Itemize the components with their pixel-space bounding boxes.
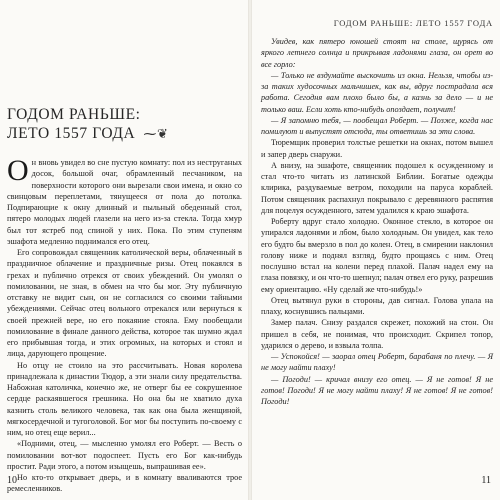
right-body-text (261, 36, 493, 407)
chapter-title (7, 105, 242, 143)
paragraph: Отец вытянул руки в стороны, дав сигнал. Голова упала на плаху, коснувшись пальцами. (261, 295, 493, 316)
drop-cap: О (7, 154, 29, 187)
paragraph: Он вновь увидел во сне пустую комнату: пол из неструганых досок, большой очаг, обрамленный песчаником, на поверхности которого они вырезали свои имена, и окно со свинцовым переплетами, тянущееся от пола до потолка. Подпирающие к окну длинный и пыльный обеденный стол, пятеро молодых людей глазели на него из-за стекла. Тогда хмур был тот ястреб под спиной у них. Пока. По этим ступеням эшафота медленно поднимался его отец. (7, 154, 242, 246)
paragraph: Замер палач. Снизу раздался скрежет, похожий на стон. Он пришел в себя, не понимая, что происходит. Скрипел топор, ударился о дерево, и взвыла толпа. (261, 318, 493, 350)
paragraph: «Подними, отец, — мысленно умолял его Роберт. — Весть о помиловании вот-вот подоспеет. Пусть его Бог как-нибудь простит. Ради этого, а потом изыщешь, выпрашивая ее». (7, 439, 242, 471)
flourish-ornament-icon: ⁓❦ (143, 126, 169, 141)
paragraph: Тюремщик проверил толстые решетки на окнах, потом вышел и запер дверь снаружи. (261, 138, 493, 159)
left-page (0, 0, 248, 500)
running-head: ГОДОМ РАНЬШЕ: ЛЕТО 1557 ГОДА (333, 18, 493, 28)
paragraph: Его сопровождал священник католической веры, облаченный в праздничное облачение и праздничные ризы. Отец покаялся в грехах и публично отрекся от своих убеждений. Он умолял о помиловании, не зная, в обмен на что бы мог. Эту публичную отставку не видит сын, он не согласился со своими тайными убеждениями. Сейчас отец вольного отрекался или вернуться к своей прежней вере, но его покаяние стояла. Ему пообещали помилование в финале данного действа, которое так шумно ждал его прибывшая тогда, и этих огромных, на которых и стоял и лица, дарующего прощение. (7, 248, 242, 359)
page-number-left: 10 (7, 475, 17, 486)
paragraph: Роберту вдруг стало холодно. Оконное стекло, в которое он упирался ладонями и лбом, было холодным. Он увидел, как тело его будто бы вмерзло в пол до колен. Отец, в смирении наклонил голову ниже и поднял взгляд, будто прощаясь с ним. Отец послушно встал на колени перед плахой. Палач надел ему на глаза повязку, и он что-то шепнул; палач отвел его руку, разрешив ему ориентацию. «Ну сделай же что-нибудь!» (261, 217, 493, 294)
paragraph: А внизу, на эшафоте, священник подошел к осужденному и стал что-то читать из латинской Библии. Богатые одежды клирика, раздуваемые ветром, походили на паруса кораблей. Потом священник распахнул покрывало с деревянного распятия для поцелуя осужденного, затем удалился к краю эшафота. (261, 160, 493, 215)
paragraph: Но отцу не стоило на это рассчитывать. Новая королева принадлежала к династии Тюдор, а эти знали силу предательства. Набожная католичка, конечно же, не отверг бы ее сокрушенное сердце раскаявшегося грешника. Но она бы не хватило духа казнить столь великого человека, так как она была женщиной, мягкосердечной и тугоголовой. Бог мог бы поступить по-своему с ним, но отец еще верил... (7, 360, 242, 437)
left-body-text (7, 154, 242, 495)
paragraph: Увидев, как пятеро юношей стоят на столе, щурясь от яркого летнего солнца и прикрывая ладонями глаза, он орет во все горло: (261, 37, 493, 69)
chapter-title-line2: ЛЕТО 1557 ГОДА (7, 125, 136, 142)
paragraph: — Только не вздумайте выскочить из окна. Нельзя, чтобы из-за таких худосочных мальчишек, как вы, вдруг пострадала вся работа. Сегодня вам плохо было бы, а казнь за дело — и не только ваш. Если хоть кто-нибудь опоздает, получит! (261, 70, 493, 114)
paragraph: — Я запомню тебя, — пообещал Роберт. — Позже, когда нас помилуют и выпустят отсюда, ты ответишь за эти слова. (261, 115, 493, 136)
paragraph: Но кто-то открывает дверь, и в комнату вваливаются трое ремесленников. (7, 473, 242, 494)
page-number-right: 11 (481, 475, 491, 486)
right-page (252, 0, 500, 500)
chapter-title-line1: ГОДОМ РАНЬШЕ: (7, 106, 141, 123)
paragraph: — Успокойся! — заорал отец Роберт, барабаня по плечу. — Я не могу найти плаху! (261, 352, 493, 373)
paragraph: — Погоди! — кричал внизу его отец. — Я не готов! Я не готов! Погоди! Я не могу найти плаху! Я не готов! Я не готов! Погоди! (261, 374, 493, 406)
